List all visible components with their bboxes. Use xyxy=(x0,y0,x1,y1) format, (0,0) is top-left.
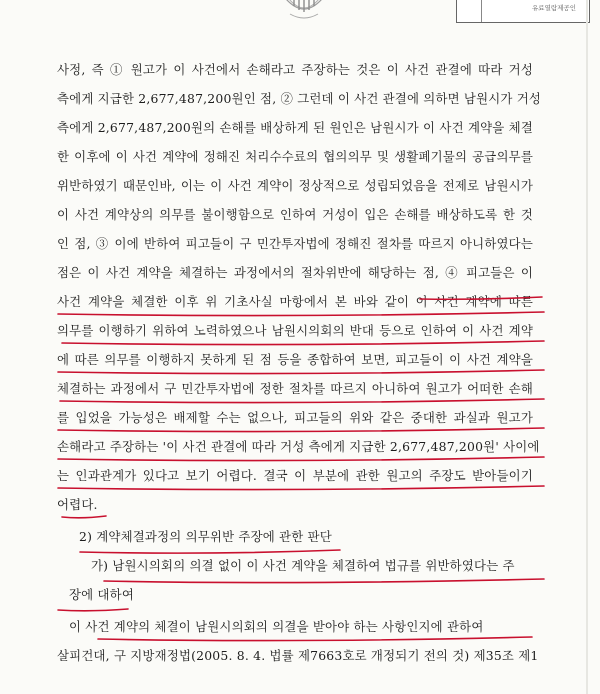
text-line: 사건 계약을 체결한 이후 위 기초사실 마항에서 본 바와 같이 이 사건 계약에 따른 xyxy=(57,294,533,309)
text-line: 측에게 2,677,487,200원의 손해를 배상하게 된 원인은 남원시가 이 사건 계약을 체결 xyxy=(57,120,533,135)
text-line: 이 사건 계약상의 의무를 불이행함으로 인하여 거성이 입은 손해를 배상하도록 한 것 xyxy=(57,207,533,222)
text-line: 살피건대, 구 지방재정법(2005. 8. 4. 법률 제7663호로 개정되기 전의 것) 제35조 제1 xyxy=(57,648,539,663)
text-line: 는 인과관계가 있다고 보기 어렵다. 결국 이 부분에 관한 원고의 주장도 받아들이기 xyxy=(57,468,533,483)
page-edge xyxy=(586,0,588,694)
text-line: 위반하였기 때문인바, 이는 이 사건 계약이 정상적으로 성립되었음을 전제로 남원시가 xyxy=(57,178,533,193)
section-heading: 2) 계약체결과정의 의무위반 주장에 관한 판단 xyxy=(79,529,332,544)
court-emblem-icon xyxy=(272,0,336,24)
text-line: 손해라고 주장하는 '이 사건 관결에 따라 거성 측에게 지급한 2,677,487,200원' 사이에 xyxy=(57,439,540,454)
text-line: 체결하는 과정에서 구 민간투자법에 정한 절차를 따르지 아니하여 원고가 어떠한 손해 xyxy=(57,381,533,396)
text-line: 를 입었을 가능성은 배제할 수는 없으나, 피고들의 위와 같은 중대한 과실과 원고가 xyxy=(57,410,533,425)
judgment-text xyxy=(57,55,542,670)
text-line: 어렵다. xyxy=(57,497,98,512)
text-line: 인 점, ③ 이에 반하여 피고들이 구 민간투자법에 정해진 절차를 따르지 아니하였다는 xyxy=(57,236,533,251)
text-line: 사정, 즉 ① 원고가 이 사건에서 손해라고 주장하는 것은 이 사건 관결에 따라 거성 xyxy=(57,62,533,77)
subsection-heading-cont: 장에 대하여 xyxy=(69,587,134,602)
text-line: 점은 이 사건 계약을 체결하는 과정에서의 절차위반에 해당하는 점, ④ 피고들은 이 xyxy=(57,265,533,280)
viewing-stamp-text: 유료열람제공인 xyxy=(532,4,576,12)
text-line: 에 따른 의무를 이행하지 못하게 된 점 등을 종합하여 보면, 피고들이 이 사건 계약을 xyxy=(57,352,533,367)
text-line: 측에게 지급한 2,677,487,200원인 점, ② 그런데 이 사건 관결에 의하면 남원시가 거성 xyxy=(57,91,542,106)
subsection-heading: 가) 남원시의회의 의결 없이 이 사건 계약을 체결하여 법규를 위반하였다는 주 xyxy=(91,558,515,573)
text-line: 한 이후에 이 사건 계약에 정해진 처리수수료의 협의의무 및 생활폐기물의 공급의무를 xyxy=(57,149,533,164)
text-line: 이 사건 계약의 체결이 남원시의회의 의결을 받아야 하는 사항인지에 관하여 xyxy=(69,619,484,634)
text-line: 의무를 이행하기 위하여 노력하였으나 남원시의회의 반대 등으로 인하여 이 사건 계약 xyxy=(57,323,533,338)
